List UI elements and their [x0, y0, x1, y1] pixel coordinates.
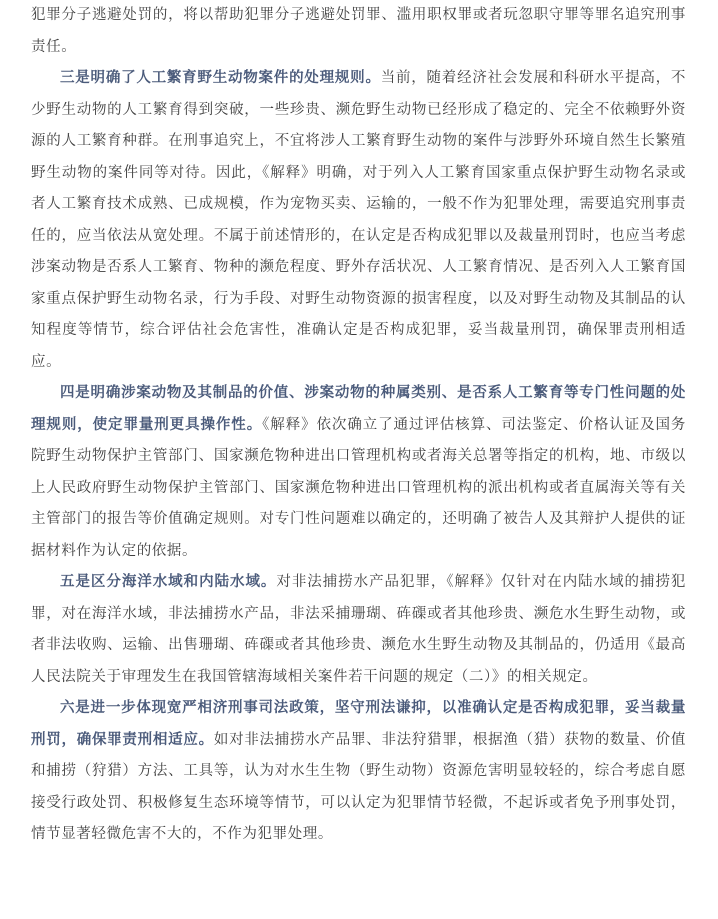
- paragraph-intro: [31, 0, 686, 63]
- article-body: [31, 0, 686, 851]
- paragraph-lead: 三是明确了人工繁育野生动物案件的处理规则。: [60, 70, 381, 86]
- paragraph-text: 如对非法捕捞水产品罪、非法狩猎罪，根据渔（猎）获物的数量、价值和捕捞（狩猎）方法、工具等，认为对水生生物（野生动物）资源危害明显较轻的，综合考虑自愿接受行政处罚、积极修复生态环境等情节，可以认定为犯罪情节轻微，不起诉或者免予刑事处罚，情节显著轻微危害不大的，不作为犯罪处理。: [31, 731, 686, 842]
- paragraph-point-six: [31, 693, 686, 851]
- paragraph-text: 对非法捕捞水产品犯罪，《解释》仅针对在内陆水域的捕捞犯罪，对在海洋水域，非法捕捞水产品，非法采捕珊瑚、砗磲或者其他珍贵、濒危水生野生动物，或者非法收购、运输、出售珊瑚、砗磲或者其他珍贵、濒危水生野生动物及其制品的，仍适用《最高人民法院关于审理发生在我国管辖海域相关案件若干问题的规定（二）》的相关规定。: [31, 574, 686, 685]
- paragraph-point-four: [31, 378, 686, 567]
- paragraph-lead: 五是区分海洋水域和内陆水域。: [60, 574, 277, 590]
- paragraph-lead: 四是明确涉案动物及其制品的价值、涉案动物的种属类别、是否系人工繁育等专门性问题的处理规则，使定罪量刑更具操作性。: [31, 385, 686, 433]
- paragraph-text: 《解释》依次确立了通过评估核算、司法鉴定、价格认证及国务院野生动物保护主管部门、国家濒危物种进出口管理机构或者海关总署等指定的机构，地、市级以上人民政府野生动物保护主管部门、国家濒危物种进出口管理机构的派出机构或者直属海关等有关主管部门的报告等价值确定规则。对专门性问题难以确定的，还明确了被告人及其辩护人提供的证据材料作为认定的依据。: [31, 416, 686, 559]
- paragraph-text: 当前，随着经济社会发展和科研水平提高，不少野生动物的人工繁育得到突破，一些珍贵、濒危野生动物已经形成了稳定的、完全不依赖野外资源的人工繁育种群。在刑事追究上，不宜将涉人工繁育野生动物的案件与涉野外环境自然生长繁殖野生动物的案件同等对待。因此，《解释》明确，对于列入人工繁育国家重点保护野生动物名录或者人工繁育技术成熟、已成规模，作为宠物买卖、运输的，一般不作为犯罪处理，需要追究刑事责任的，应当依法从宽处理。不属于前述情形的，在认定是否构成犯罪以及裁量刑罚时，也应当考虑涉案动物是否系人工繁育、物种的濒危程度、野外存活状况、人工繁育情况、是否列入人工繁育国家重点保护野生动物名录，行为手段、对野生动物资源的损害程度，以及对野生动物及其制品的认知程度等情节，综合评估社会危害性，准确认定是否构成犯罪，妥当裁量刑罚，确保罪责刑相适应。: [31, 70, 686, 370]
- paragraph-point-three: [31, 63, 686, 378]
- paragraph-point-five: [31, 567, 686, 693]
- paragraph-lead: 六是进一步体现宽严相济刑事司法政策，坚守刑法谦抑，以准确认定是否构成犯罪，妥当裁量刑罚，确保罪责刑相适应。: [31, 700, 686, 748]
- paragraph-text: 犯罪分子逃避处罚的，将以帮助犯罪分子逃避处罚罪、滥用职权罪或者玩忽职守罪等罪名追究刑事责任。: [31, 7, 686, 55]
